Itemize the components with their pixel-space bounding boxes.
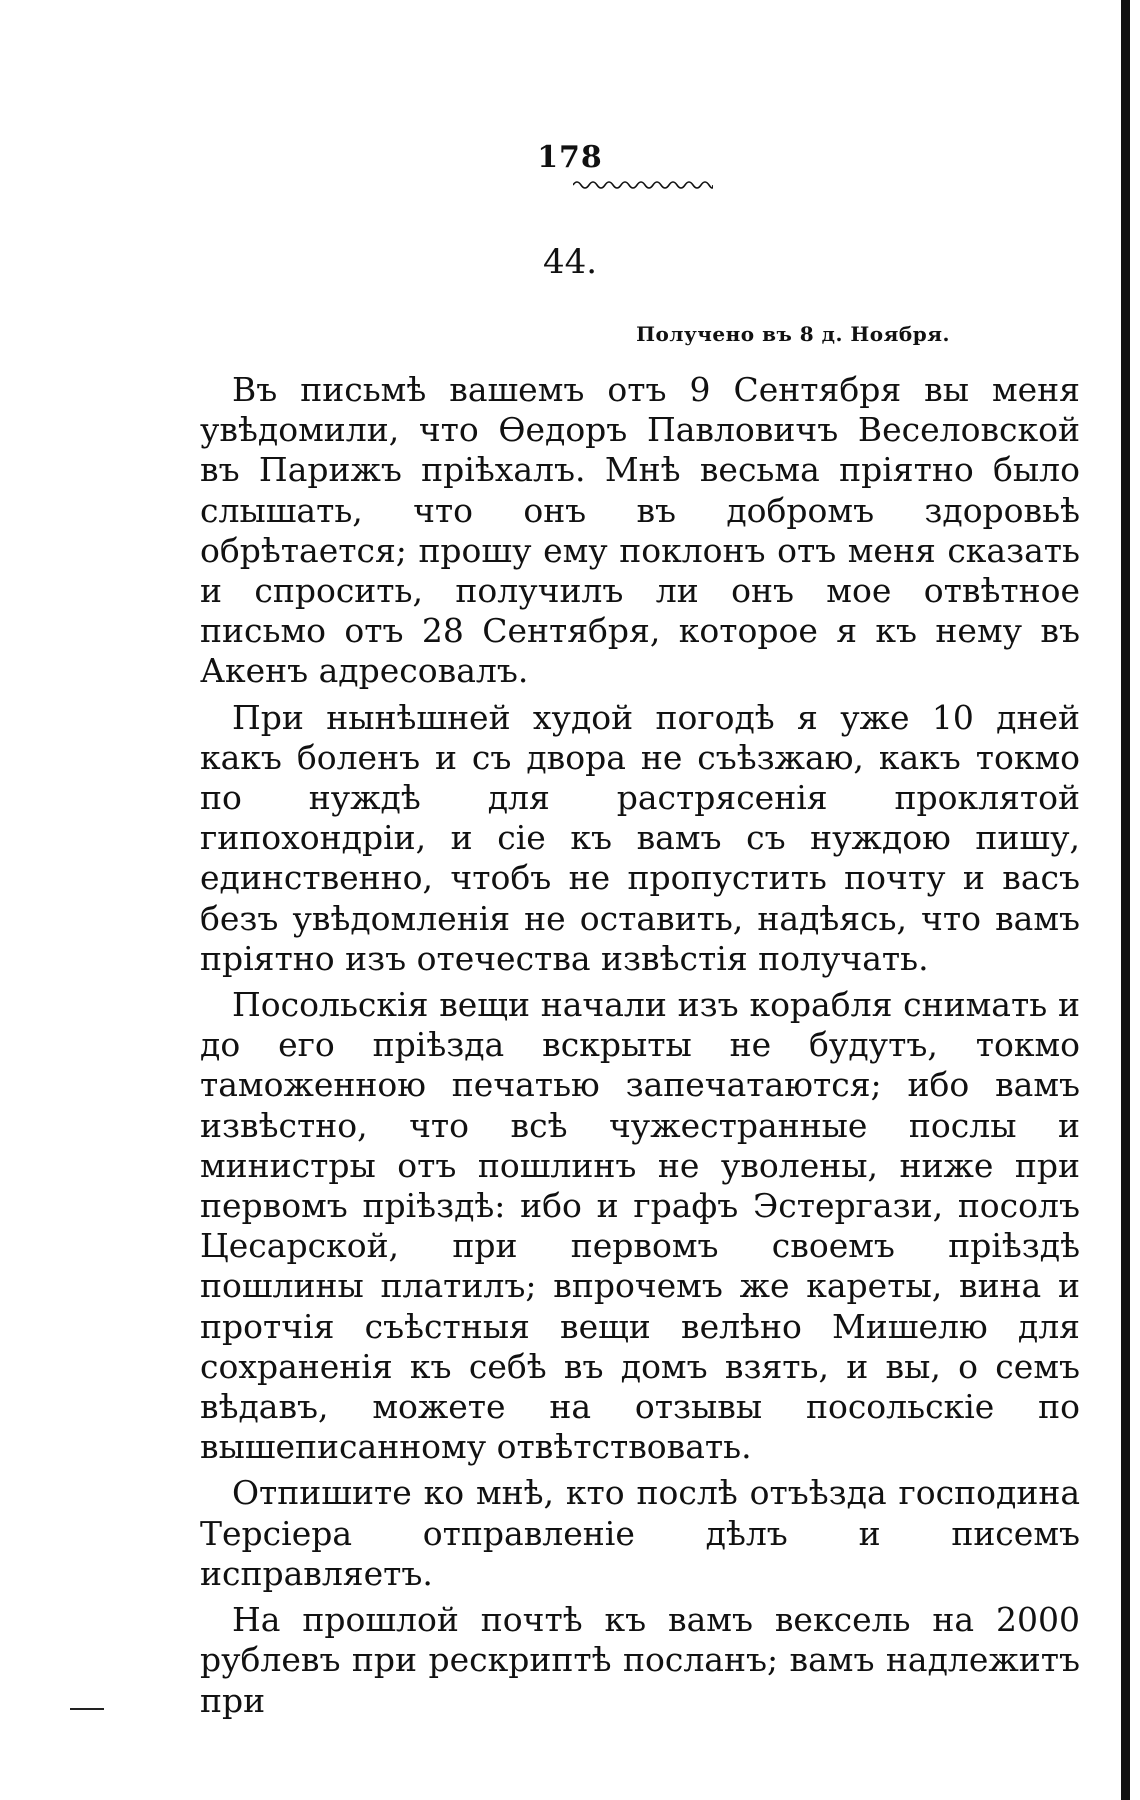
paragraph: Отпишите ко мнѣ, кто послѣ отъѣзда господина Терсіера отправленіе дѣлъ и писемъ исправляетъ. [200, 1473, 1080, 1593]
letter-number: 44. [542, 242, 598, 282]
paragraph: Въ письмѣ вашемъ отъ 9 Сентября вы меня увѣдомили, что Ѳедоръ Павловичъ Веселовской въ Парижъ пріѣхалъ. Мнѣ весьма пріятно было слышать, что онъ въ добромъ здоровьѣ обрѣтается; прошу ему поклонъ отъ меня сказать и спросить, получилъ ли онъ мое отвѣтное письмо отъ 28 Сентября, которое я къ нему въ Акенъ адресовалъ. [200, 370, 1080, 691]
letter-body [200, 370, 1080, 1727]
received-note: Получено въ 8 д. Ноября. [636, 322, 950, 346]
margin-dash-mark [70, 1708, 104, 1710]
wavy-rule-ornament [573, 178, 713, 192]
paragraph: Посольскія вещи начали изъ корабля снимать и до его пріѣзда вскрыты не будутъ, токмо таможенною печатью запечатаются; ибо вамъ извѣстно, что всѣ чужестранные послы и министры отъ пошлинъ не уволены, ниже при первомъ пріѣздѣ: ибо и графъ Эстергази, посолъ Цесарской, при первомъ своемъ пріѣздѣ пошлины платилъ; впрочемъ же кареты, вина и протчія съѣстныя вещи велѣно Мишелю для сохраненія къ себѣ въ домъ взять, и вы, о семъ вѣдавъ, можете на отзывы посольскіе по вышеписанному отвѣтствовать. [200, 985, 1080, 1467]
paragraph: На прошлой почтѣ къ вамъ вексель на 2000 рублевъ при рескриптѣ посланъ; вамъ надлежитъ при [200, 1600, 1080, 1720]
page-number: 178 [537, 140, 603, 175]
paragraph: При нынѣшней худой погодѣ я уже 10 дней какъ боленъ и съ двора не съѣзжаю, какъ токмо по нуждѣ для растрясенія проклятой гипохондріи, и сіе къ вамъ съ нуждою пишу, единственно, чтобъ не пропустить почту и васъ безъ увѣдомленія не оставить, надѣясь, что вамъ пріятно изъ отечества извѣстія получать. [200, 697, 1080, 978]
